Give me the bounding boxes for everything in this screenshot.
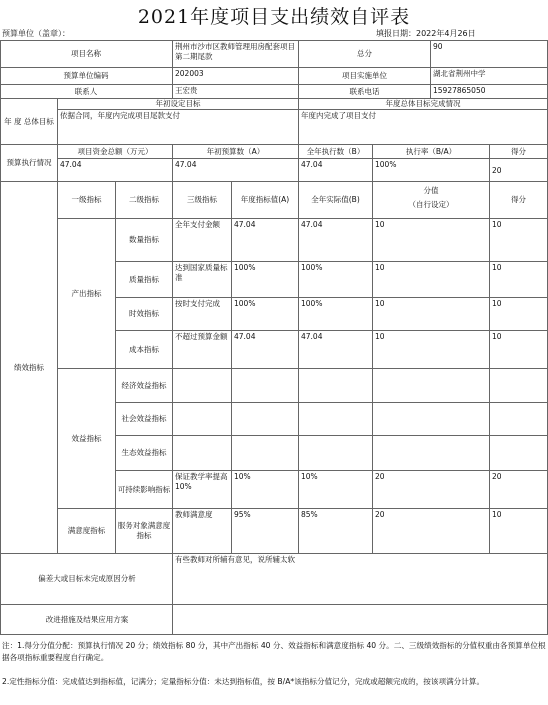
budget-plan-value: 47.04 [175,160,197,169]
perf-l1-header: 一级指标 [71,195,102,204]
budget-plan-header: 年初预算数（A） [206,146,265,156]
perf-row-weight [373,403,489,435]
l1-benefit-label: 效益指标 [71,433,102,443]
perf-weight-subheader: （自行设定） [408,200,454,209]
perf-row-target [232,436,298,470]
perf-row-score [490,403,547,435]
budget-rate-header: 执行率（B/A） [405,146,457,156]
impl-unit-label: 项目实施单位 [342,71,387,80]
perf-row-weight: 10 [375,220,385,229]
budget-code-label: 预算单位编码 [63,71,109,80]
perf-row-actual: 100% [301,263,323,272]
impl-unit-value: 湖北省荆州中学 [433,69,486,78]
phone-label: 联系电话 [349,86,380,96]
perf-row-actual: 47.04 [301,220,323,229]
perf-row-actual [299,369,372,402]
perf-row-l2: 成本指标 [129,344,159,354]
perf-row-l3 [173,403,231,435]
project-name-value: 荆州市沙市区教师管理用房配套项目第二期尾款 [175,42,295,61]
perf-row-score: 20 [492,472,502,481]
deviation-text: 有些教师对所辅有意见，说所辅太软 [175,555,295,564]
perf-row-l3 [173,436,231,470]
perf-row-l3 [173,369,231,402]
perf-row-weight: 10 [375,332,385,341]
perf-target-header: 年度指标值(A) [240,195,290,204]
budget-source-value: 47.04 [60,160,82,169]
budget-unit-label: 预算单位（盖章）： [2,29,70,38]
budget-score-header: 得分 [511,146,526,156]
perf-row-l2: 可持续影响指标 [117,484,171,494]
perf-row-score: 10 [492,510,502,519]
budget-actual-value: 47.04 [301,160,323,169]
contact-value: 王宏贵 [175,86,198,95]
phone-value: 15927865050 [433,86,486,95]
perf-l3-header: 三级指标 [187,195,217,204]
perf-actual-header: 全年实际值(B) [311,195,360,204]
perf-row-l2: 经济效益指标 [121,380,167,390]
l1-satisfaction-label: 满意度指标 [67,526,106,535]
perf-row-target: 100% [234,299,256,308]
perf-row-actual: 10% [301,472,318,481]
perf-row-weight: 20 [375,472,385,481]
budget-exec-label: 预算执行情况 [6,158,52,167]
perf-row-l2: 服务对象满意度指标 [117,521,171,540]
budget-rate-value: 100% [375,160,397,169]
perf-row-weight [373,436,489,470]
perf-row-actual: 47.04 [301,332,323,341]
goal-set-text: 依据合同，年度内完成项目尾款支付 [60,111,180,120]
perf-row-target [232,369,298,402]
deviation-label: 偏差大或目标未完成原因分析 [38,574,136,583]
perf-row-l3: 达到国家质量标准 [175,263,228,282]
perf-row-weight: 10 [375,263,385,272]
perf-row-target: 95% [234,510,251,519]
perf-row-weight: 10 [375,299,385,308]
perf-row-weight [373,369,489,402]
perf-row-score: 10 [492,332,502,341]
perf-row-score: 10 [492,299,502,308]
project-name-label: 项目名称 [71,49,101,58]
contact-label: 联系人 [74,86,98,96]
perf-row-actual: 85% [301,510,318,519]
total-score-label: 总分 [357,49,372,58]
perf-row-actual: 100% [301,299,323,308]
annual-goal-label: 年 度 总体目标 [4,116,54,126]
perf-weight-header: 分值 [423,186,439,195]
l1-output-label: 产出指标 [71,288,102,298]
perf-row-l3: 按时支付完成 [175,299,220,308]
perf-row-score [490,436,547,470]
perf-score-header: 得分 [511,195,526,204]
perf-row-actual [299,436,372,470]
perf-row-score: 10 [492,220,502,229]
perf-row-target: 100% [234,263,256,272]
page-title: 2021年度项目支出绩效自评表 [137,6,411,28]
perf-indicators-label: 绩效指标 [14,362,44,372]
budget-actual-header: 全年执行数（B） [306,146,365,156]
budget-code-value: 202003 [175,69,204,78]
perf-row-l2: 生态效益指标 [121,448,167,457]
perf-row-score: 10 [492,263,502,272]
perf-row-l2: 质量指标 [129,274,159,284]
perf-row-target: 10% [234,472,251,481]
budget-score-value: 20 [492,166,502,175]
perf-row-l3: 不超过预算金额 [175,332,228,341]
note-1: 注：1.得分分值分配：预算执行情况 20 分；绩效指标 80 分，其中产出指标 40 分、效益指标和满意度指标 40 分。二、三级绩效指标的分值权重由各预算单位根据各项指标重要程度自行确定。 [2,641,546,662]
note-2: 2.定性指标分值：完成值达到指标值，记满分；定量指标分值：未达到指标值，按 B/A*该指标分值记分，完成或超额完成的，按该项满分计算。 [2,677,485,686]
perf-row-weight: 20 [375,510,385,519]
total-score-value: 90 [433,42,443,51]
perf-row-l2: 时效指标 [129,309,159,318]
perf-row-actual [299,403,372,435]
perf-row-target: 47.04 [234,332,256,341]
goal-done-text: 年度内完成了项目支付 [301,111,376,120]
perf-l2-header: 二级指标 [129,195,159,204]
perf-row-l3: 全年支付金额 [175,220,220,229]
budget-source-header: 项目资金总额（万元） [77,146,153,156]
improve-text [173,605,547,634]
perf-row-target: 47.04 [234,220,256,229]
perf-row-score [490,369,547,402]
perf-row-target [232,403,298,435]
improve-label: 改进措施及结果应用方案 [45,614,129,624]
perf-row-l2: 社会效益指标 [121,414,167,423]
fill-date: 填报日期：2022年4月26日 [376,29,476,38]
goal-done-header: 年度总体目标完成情况 [385,99,461,108]
goal-set-header: 年初设定目标 [155,99,201,108]
perf-row-l3: 教师满意度 [175,510,213,519]
perf-row-l3: 保证教学率提高10% [175,472,228,491]
perf-row-l2: 数量指标 [129,235,159,244]
